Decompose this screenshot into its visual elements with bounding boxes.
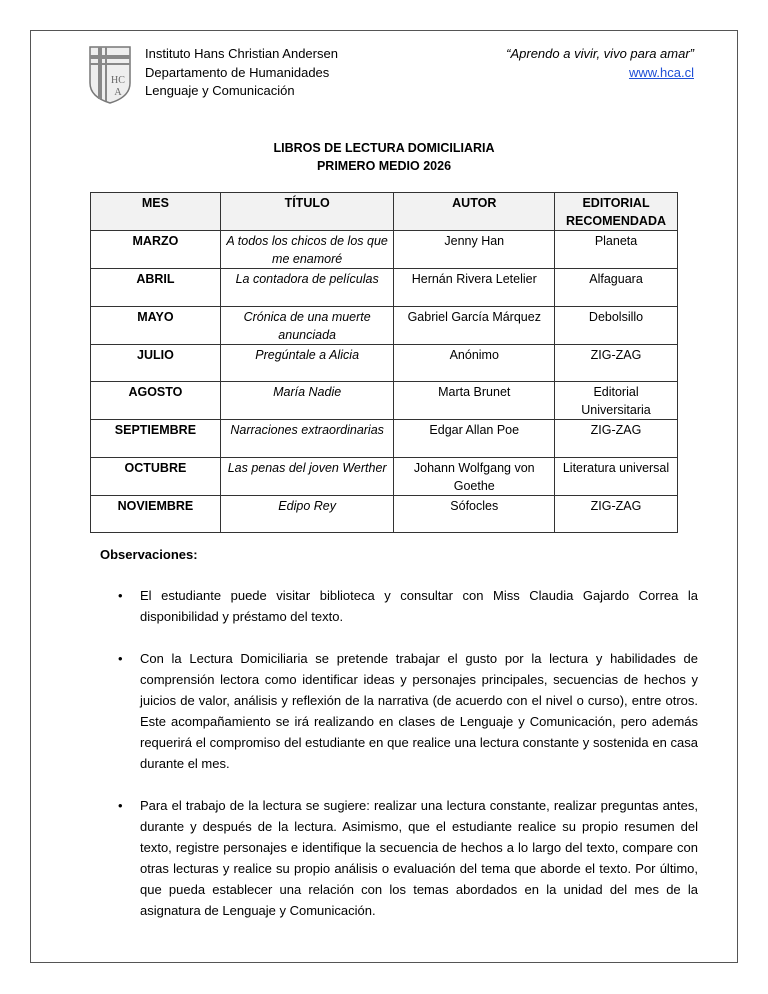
cell-title: Edipo Rey [220, 495, 394, 533]
table-row [91, 344, 678, 382]
school-crest-logo [88, 45, 132, 105]
cell-author: Gabriel García Márquez [394, 306, 555, 344]
document-title [0, 139, 768, 175]
svg-text:HC: HC [111, 75, 125, 86]
cell-title: María Nadie [220, 382, 394, 420]
department-name: Departamento de Humanidades [145, 64, 330, 80]
column-header: TÍTULO [220, 193, 394, 231]
table-row [91, 269, 678, 307]
table-row [91, 382, 678, 420]
observations-list [118, 585, 698, 942]
website-link[interactable]: www.hca.cl [628, 64, 694, 80]
motto: “Aprendo a vivir, vivo para amar” [506, 46, 694, 61]
books-table [90, 192, 678, 533]
cell-month: NOVIEMBRE [91, 495, 221, 533]
cell-month: SEPTIEMBRE [91, 420, 221, 458]
table-row [91, 231, 678, 269]
cell-month: JULIO [91, 344, 221, 382]
table-row [91, 306, 678, 344]
cell-month: MARZO [91, 231, 221, 269]
column-header: MES [91, 193, 221, 231]
cell-author: Hernán Rivera Letelier [394, 269, 555, 307]
svg-text:A: A [114, 87, 122, 98]
cell-publisher: Alfaguara [555, 269, 678, 307]
column-header: EDITORIAL RECOMENDADA [555, 193, 678, 231]
observation-item: • El estudiante puede visitar biblioteca y consultar con Miss Claudia Gajardo Correa la disponibilidad y préstamo del texto. [118, 585, 698, 627]
cell-author: Sófocles [394, 495, 555, 533]
column-header: AUTOR [394, 193, 555, 231]
table-row [91, 495, 678, 533]
motto-header [506, 45, 694, 82]
cell-author: Jenny Han [394, 231, 555, 269]
cell-title: Las penas del joven Werther [220, 457, 394, 495]
observation-item: • Con la Lectura Domiciliaria se pretende trabajar el gusto por la lectura y habilidades de comprensión lectora como identificar ideas y personajes principales, secuencias de hechos y juicios de valor, análisis y reflexión de la narrativa (de acuerdo con el nivel o curso), entre otros. Este acompañamiento se irá realizando en clases de Lenguaje y Comunicación, pero además requerirá el compromiso del estudiante en que realice una lectura constante y sostenida en casa durante el mes. [118, 648, 698, 774]
cell-title: A todos los chicos de los que me enamoré [220, 231, 394, 269]
cell-author: Anónimo [394, 344, 555, 382]
cell-publisher: Planeta [555, 231, 678, 269]
cell-publisher: Editorial Universitaria [555, 382, 678, 420]
title-line-1: LIBROS DE LECTURA DOMICILIARIA [273, 141, 495, 155]
table-row [91, 420, 678, 458]
cell-title: Pregúntale a Alicia [220, 344, 394, 382]
cell-title: Crónica de una muerte anunciada [220, 306, 394, 344]
cell-publisher: ZIG-ZAG [555, 344, 678, 382]
institution-name: Instituto Hans Christian Andersen [145, 46, 338, 61]
cell-month: MAYO [91, 306, 221, 344]
cell-title: La contadora de películas [220, 269, 394, 307]
title-line-2: PRIMERO MEDIO 2026 [316, 159, 452, 173]
cell-author: Johann Wolfgang von Goethe [394, 457, 555, 495]
cell-author: Marta Brunet [394, 382, 555, 420]
observations-heading: Observaciones: [100, 547, 198, 562]
cell-author: Edgar Allan Poe [394, 420, 555, 458]
cell-publisher: ZIG-ZAG [555, 495, 678, 533]
cell-title: Narraciones extraordinarias [220, 420, 394, 458]
subject-name: Lenguaje y Comunicación [145, 83, 295, 98]
cell-publisher: Literatura universal [555, 457, 678, 495]
cell-publisher: ZIG-ZAG [555, 420, 678, 458]
table-row [91, 457, 678, 495]
observation-item: • Para el trabajo de la lectura se sugiere: realizar una lectura constante, realizar preguntas antes, durante y después de la lectura. Asimismo, que el estudiante realice su propio resumen del texto, registre personajes e identifique la secuencia de hechos a lo largo del texto, compare con otras lecturas y realice su propio análisis o evaluación del tema que aborde el texto. Por último, que pueda establecer una relación con los temas abordados en la unidad del mes de la asignatura de Lenguaje y Comunicación. [118, 795, 698, 921]
cell-month: ABRIL [91, 269, 221, 307]
cell-month: OCTUBRE [91, 457, 221, 495]
cell-month: AGOSTO [91, 382, 221, 420]
institution-header [145, 45, 338, 101]
cell-publisher: Debolsillo [555, 306, 678, 344]
table-header-row [91, 193, 678, 231]
